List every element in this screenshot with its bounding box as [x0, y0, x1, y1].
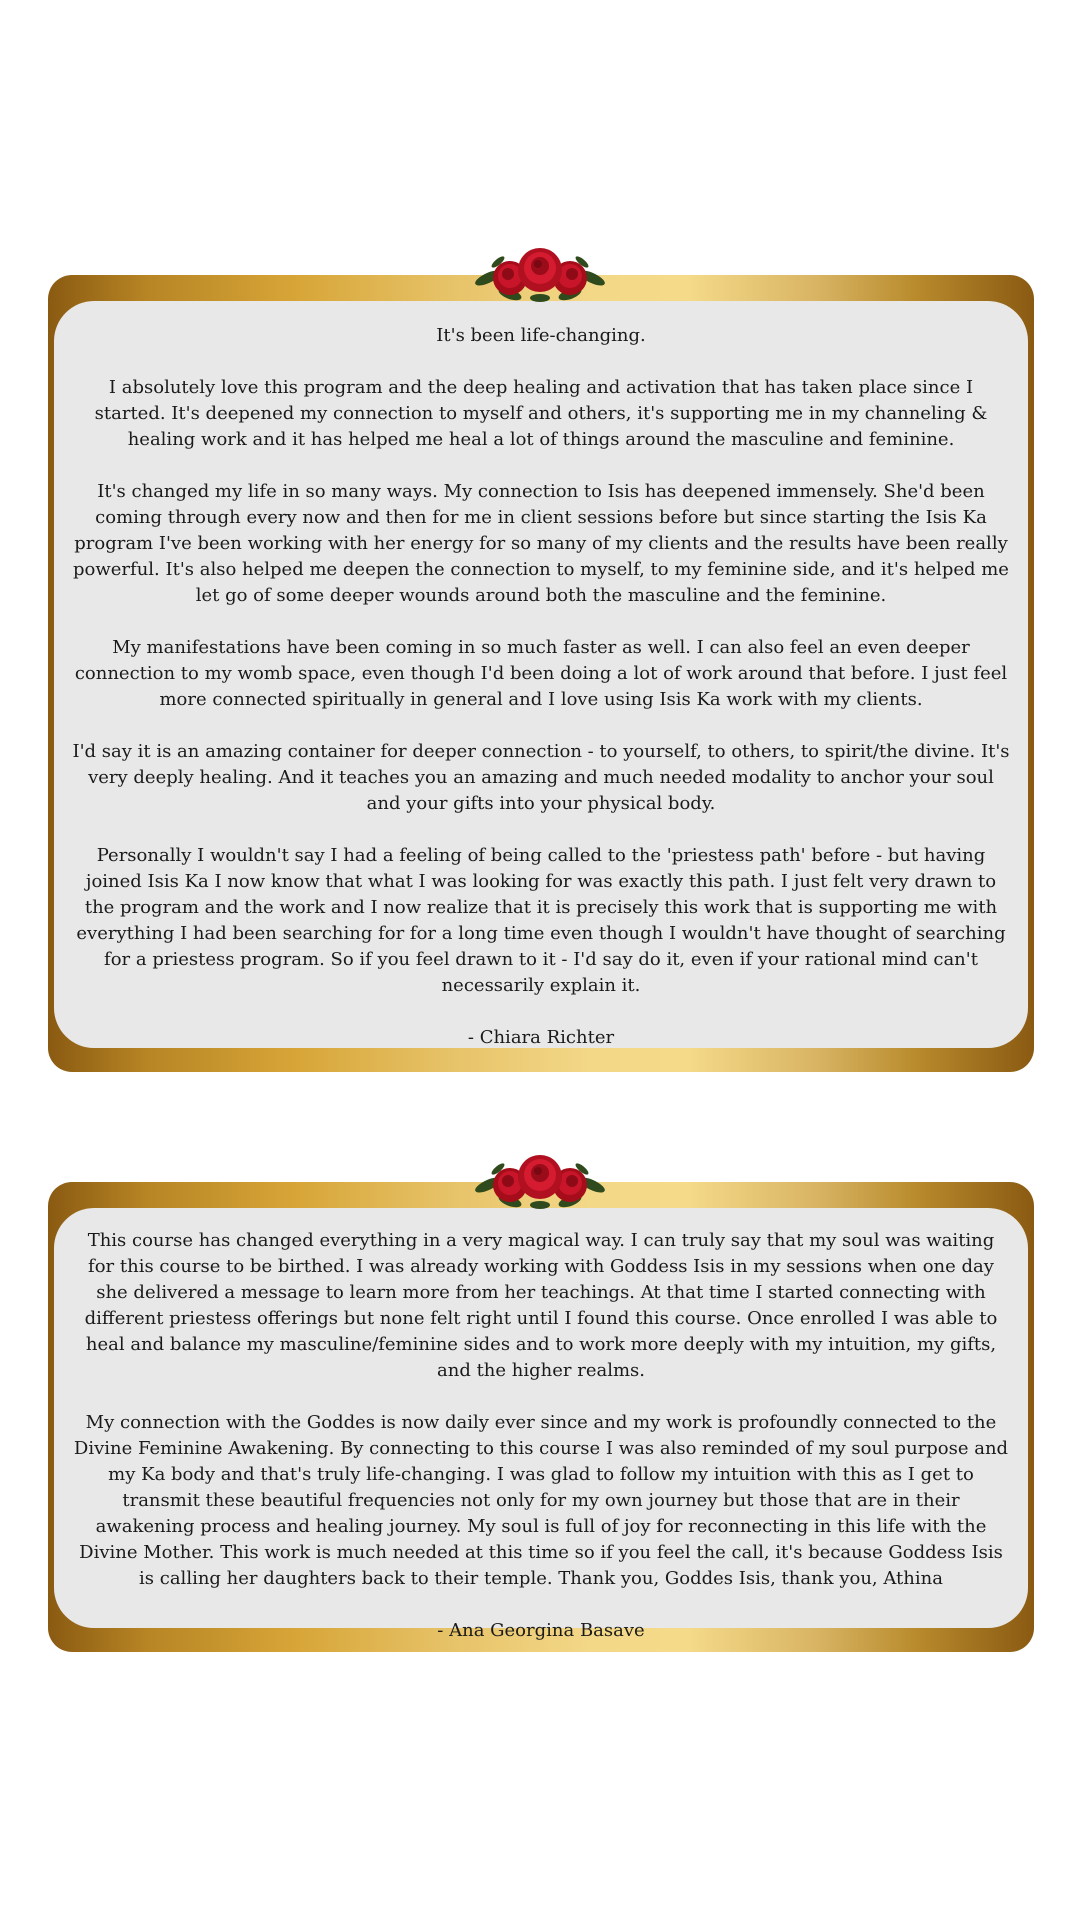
roses-icon	[470, 240, 610, 304]
testimonial-1-paragraph-5: I'd say it is an amazing container for deeper connection - to yourself, to others, to spirit/the divine. It's very deeply healing. And it teaches you an amazing and much needed modality to anchor your soul and your gifts into your physical body.	[72, 741, 1010, 814]
testimonial-2-paragraph-2: My connection with the Goddes is now daily ever since and my work is profoundly connected to the Divine Feminine Awakening. By connecting to this course I was also reminded of my soul purpose and my Ka body and that's truly life-changing. I was glad to follow my intuition with this as I get to transmit these beautiful frequencies not only for my own journey but those that are in their awakening process and healing journey. My soul is full of joy for reconnecting in this life with the Divine Mother. This work is much needed at this time so if you feel the call, it's because Goddess Isis is calling her daughters back to their temple. Thank you, Goddes Isis, thank you, Athina	[73, 1412, 1009, 1589]
roses-icon	[470, 1147, 610, 1211]
testimonial-2-paragraph-1: This course has changed everything in a very magical way. I can truly say that my soul was waiting for this course to be birthed. I was already working with Goddess Isis in my sessions when one day she delivered a message to learn more from her teachings. At that time I started connecting with different priestess offerings but none felt right until I found this course. Once enrolled I was able to heal and balance my masculine/feminine sides and to work more deeply with my intuition, my gifts, and the higher realms.	[84, 1230, 998, 1381]
testimonial-1-paragraph-6: Personally I wouldn't say I had a feeling of being called to the 'priestess path' before - but having joined Isis Ka I now know that what I was looking for was exactly this path. I just felt very drawn to the program and the work and I now realize that it is precisely this work that is supporting me with everything I had been searching for for a long time even though I wouldn't have thought of searching for a priestess program. So if you feel drawn to it - I'd say do it, even if your rational mind can't necessarily explain it.	[76, 845, 1006, 996]
testimonial-1-paragraph-2: I absolutely love this program and the deep healing and activation that has taken place since I started. It's deepened my connection to myself and others, it's supporting me in my channeling & healing work and it has helped me heal a lot of things around the masculine and feminine.	[94, 377, 988, 450]
testimonial-card-2	[48, 1182, 1034, 1652]
testimonial-1-author: - Chiara Richter	[467, 1027, 615, 1048]
testimonial-card-1	[48, 275, 1034, 1072]
testimonial-1-paragraph-3: It's changed my life in so many ways. My connection to Isis has deepened immensely. She'd been coming through every now and then for me in client sessions before but since starting the Isis Ka program I've been working with her energy for so many of my clients and the results have been really powerful. It's also helped me deepen the connection to myself, to my feminine side, and it's helped me let go of some deeper wounds around both the masculine and the feminine.	[73, 481, 1009, 606]
testimonial-body-2	[54, 1208, 1028, 1641]
testimonial-1-paragraph-4: My manifestations have been coming in so much faster as well. I can also feel an even deeper connection to my womb space, even though I'd been doing a lot of work around that before. I just feel more connected spiritually in general and I love using Isis Ka work with my clients.	[74, 637, 1008, 710]
testimonial-1-paragraph-1: It's been life-changing.	[436, 325, 646, 346]
testimonial-2-author: - Ana Georgina Basave	[437, 1620, 645, 1641]
testimonial-body-1	[54, 301, 1028, 1048]
